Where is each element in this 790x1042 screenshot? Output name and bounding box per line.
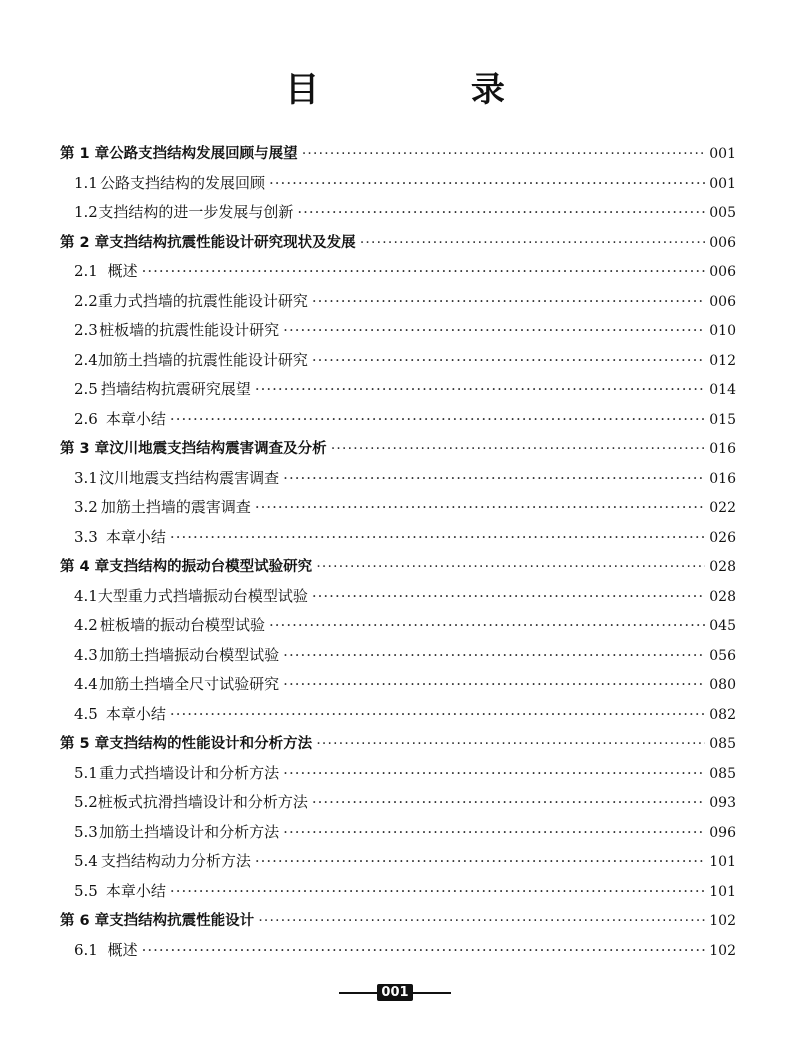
toc-entry-page: 045 — [709, 618, 736, 634]
toc-entry-number: 第 5 章 — [60, 736, 110, 752]
toc-entry-title: 汶川地震支挡结构震害调查及分析 — [109, 441, 327, 457]
toc-section-entry — [60, 850, 736, 880]
toc-dot-leader — [142, 262, 706, 280]
footer-rule-right — [413, 992, 451, 994]
toc-entry-number: 1.1 — [74, 173, 98, 192]
toc-entry-number: 4.3 — [74, 645, 98, 664]
toc-section-entry — [60, 703, 736, 733]
toc-section-entry — [60, 791, 736, 821]
toc-section-entry — [60, 319, 736, 349]
toc-dot-leader — [316, 559, 705, 575]
toc-entry-title: 公路支挡结构的发展回顾 — [100, 173, 266, 192]
toc-entry-page: 014 — [709, 382, 736, 398]
toc-entry-title: 概述 — [107, 940, 138, 959]
toc-entry-number: 2.1 — [74, 262, 98, 280]
toc-entry-title: 加筋土挡墙的震害调查 — [100, 498, 251, 516]
toc-dot-leader — [283, 469, 705, 487]
page-footer — [0, 984, 790, 1001]
toc-entry-page: 028 — [709, 588, 736, 605]
toc-entry-page: 015 — [709, 411, 736, 428]
toc-entry-number: 第 3 章 — [60, 441, 110, 457]
toc-chapter-entry — [60, 437, 736, 467]
toc-entry-title: 本章小结 — [105, 527, 166, 546]
toc-entry-title: 汶川地震支挡结构震害调查 — [99, 468, 280, 487]
toc-entry-number: 3.1 — [74, 468, 98, 487]
footer-rule-left — [339, 992, 377, 994]
toc-entry-page: 085 — [709, 736, 736, 752]
toc-entry-page: 102 — [709, 913, 736, 929]
toc-section-entry — [60, 260, 736, 290]
toc-entry-number: 2.2 — [74, 291, 98, 310]
toc-entry-page: 005 — [709, 205, 736, 221]
toc-entry-number: 3.3 — [74, 527, 98, 546]
toc-entry-title: 桩板墙的振动台模型试验 — [100, 616, 266, 634]
toc-entry-title: 加筋土挡墙全尺寸试验研究 — [99, 675, 280, 693]
toc-entry-number: 5.5 — [74, 881, 98, 900]
toc-entry-title: 本章小结 — [105, 704, 166, 723]
toc-dot-leader — [316, 736, 705, 752]
toc-dot-leader — [283, 823, 705, 841]
toc-entry-number: 6.1 — [74, 940, 98, 959]
toc-entry-number: 5.4 — [74, 852, 98, 870]
toc-section-entry — [60, 821, 736, 851]
toc-chapter-entry — [60, 231, 736, 261]
toc-dot-leader — [255, 380, 705, 398]
toc-entry-number: 2.4 — [74, 350, 98, 369]
toc-dot-leader — [170, 882, 705, 900]
toc-entry-page: 082 — [709, 706, 736, 723]
toc-entry-page: 022 — [709, 500, 736, 516]
toc-dot-leader — [269, 616, 705, 634]
page-title: 目 录 — [285, 70, 575, 110]
toc-section-entry — [60, 496, 736, 526]
toc-entry-number: 5.3 — [74, 822, 98, 841]
toc-entry-page: 028 — [709, 559, 736, 575]
toc-dot-leader — [312, 292, 705, 310]
toc-entry-title: 桩板式抗滑挡墙设计和分析方法 — [97, 793, 308, 811]
toc-section-entry — [60, 939, 736, 969]
toc-dot-leader — [302, 146, 706, 162]
toc-entry-page: 006 — [709, 234, 736, 251]
toc-entry-number: 第 1 章 — [60, 146, 110, 162]
toc-entry-number: 第 6 章 — [60, 913, 110, 929]
toc-entry-number: 1.2 — [74, 203, 98, 221]
toc-entry-page: 006 — [709, 264, 736, 280]
toc-entry-title: 本章小结 — [105, 409, 166, 428]
toc-dot-leader — [283, 675, 705, 693]
toc-entry-page: 001 — [709, 175, 736, 192]
toc-entry-page: 001 — [709, 146, 736, 162]
toc-entry-page: 016 — [709, 470, 736, 487]
toc-section-entry — [60, 673, 736, 703]
toc-entry-title: 支挡结构抗震性能设计 — [109, 913, 255, 929]
toc-dot-leader — [283, 764, 705, 782]
toc-dot-leader — [283, 321, 705, 339]
toc-section-entry — [60, 467, 736, 497]
toc-section-entry — [60, 644, 736, 674]
toc-entry-page: 026 — [709, 529, 736, 546]
toc-section-entry — [60, 762, 736, 792]
toc-entry-page: 010 — [709, 323, 736, 339]
toc-entry-page: 056 — [709, 647, 736, 664]
toc-entry-title: 支挡结构抗震性能设计研究现状及发展 — [109, 234, 356, 251]
toc-entry-page: 080 — [709, 677, 736, 693]
toc-entry-number: 第 4 章 — [60, 559, 110, 575]
toc-entry-title: 公路支挡结构发展回顾与展望 — [109, 146, 298, 162]
toc-entry-title: 挡墙结构抗震研究展望 — [100, 380, 251, 398]
toc-entry-number: 4.2 — [74, 616, 98, 634]
toc-entry-number: 第 2 章 — [60, 234, 110, 251]
toc-entry-page: 016 — [709, 441, 736, 457]
toc-section-entry — [60, 585, 736, 615]
toc-entry-title: 支挡结构的进一步发展与创新 — [98, 203, 294, 221]
toc-entry-title: 大型重力式挡墙振动台模型试验 — [97, 586, 308, 605]
toc-dot-leader — [297, 203, 705, 221]
toc-entry-title: 桩板墙的抗震性能设计研究 — [99, 321, 280, 339]
toc-chapter-entry — [60, 909, 736, 939]
toc-dot-leader — [360, 235, 706, 251]
toc-entry-page: 093 — [709, 795, 736, 811]
toc-entry-number: 4.1 — [74, 586, 98, 605]
toc-dot-leader — [258, 913, 705, 929]
toc-dot-leader — [312, 351, 705, 369]
toc-section-entry — [60, 526, 736, 556]
toc-dot-leader — [331, 441, 706, 457]
toc-chapter-entry — [60, 142, 736, 172]
toc-entry-title: 支挡结构的振动台模型试验研究 — [109, 559, 313, 575]
toc-entry-page: 012 — [709, 352, 736, 369]
toc-entry-title: 重力式挡墙的抗震性能设计研究 — [97, 291, 308, 310]
toc-dot-leader — [170, 705, 705, 723]
toc-dot-leader — [142, 941, 706, 959]
table-of-contents — [60, 142, 736, 968]
toc-entry-title: 加筋土挡墙的抗震性能设计研究 — [97, 350, 308, 369]
toc-entry-number: 2.6 — [74, 409, 98, 428]
toc-entry-title: 支挡结构的性能设计和分析方法 — [109, 736, 313, 752]
toc-dot-leader — [170, 528, 705, 546]
toc-dot-leader — [255, 498, 705, 516]
toc-entry-page: 085 — [709, 765, 736, 782]
toc-dot-leader — [255, 852, 705, 870]
toc-entry-title: 本章小结 — [105, 881, 166, 900]
toc-section-entry — [60, 614, 736, 644]
toc-entry-number: 5.1 — [74, 763, 98, 782]
toc-dot-leader — [312, 587, 705, 605]
toc-entry-number: 2.5 — [74, 380, 98, 398]
toc-section-entry — [60, 880, 736, 910]
toc-entry-number: 3.2 — [74, 498, 98, 516]
toc-section-entry — [60, 201, 736, 231]
toc-dot-leader — [269, 174, 705, 192]
toc-section-entry — [60, 408, 736, 438]
toc-dot-leader — [170, 410, 705, 428]
toc-entry-number: 4.4 — [74, 675, 98, 693]
toc-entry-title: 加筋土挡墙振动台模型试验 — [99, 645, 280, 664]
toc-entry-page: 096 — [709, 824, 736, 841]
toc-entry-title: 概述 — [107, 262, 138, 280]
toc-chapter-entry — [60, 732, 736, 762]
toc-chapter-entry — [60, 555, 736, 585]
toc-entry-title: 重力式挡墙设计和分析方法 — [99, 763, 280, 782]
toc-entry-page: 101 — [709, 854, 736, 870]
toc-entry-page: 101 — [709, 883, 736, 900]
toc-entry-title: 加筋土挡墙设计和分析方法 — [99, 822, 280, 841]
toc-dot-leader — [283, 646, 705, 664]
toc-section-entry — [60, 172, 736, 202]
toc-section-entry — [60, 290, 736, 320]
toc-dot-leader — [312, 793, 705, 811]
page-number: 001 — [377, 984, 412, 1001]
toc-entry-number: 4.5 — [74, 704, 98, 723]
toc-entry-number: 2.3 — [74, 321, 98, 339]
toc-section-entry — [60, 349, 736, 379]
toc-entry-page: 102 — [709, 942, 736, 959]
toc-entry-number: 5.2 — [74, 793, 98, 811]
toc-section-entry — [60, 378, 736, 408]
toc-entry-page: 006 — [709, 293, 736, 310]
toc-entry-title: 支挡结构动力分析方法 — [100, 852, 251, 870]
